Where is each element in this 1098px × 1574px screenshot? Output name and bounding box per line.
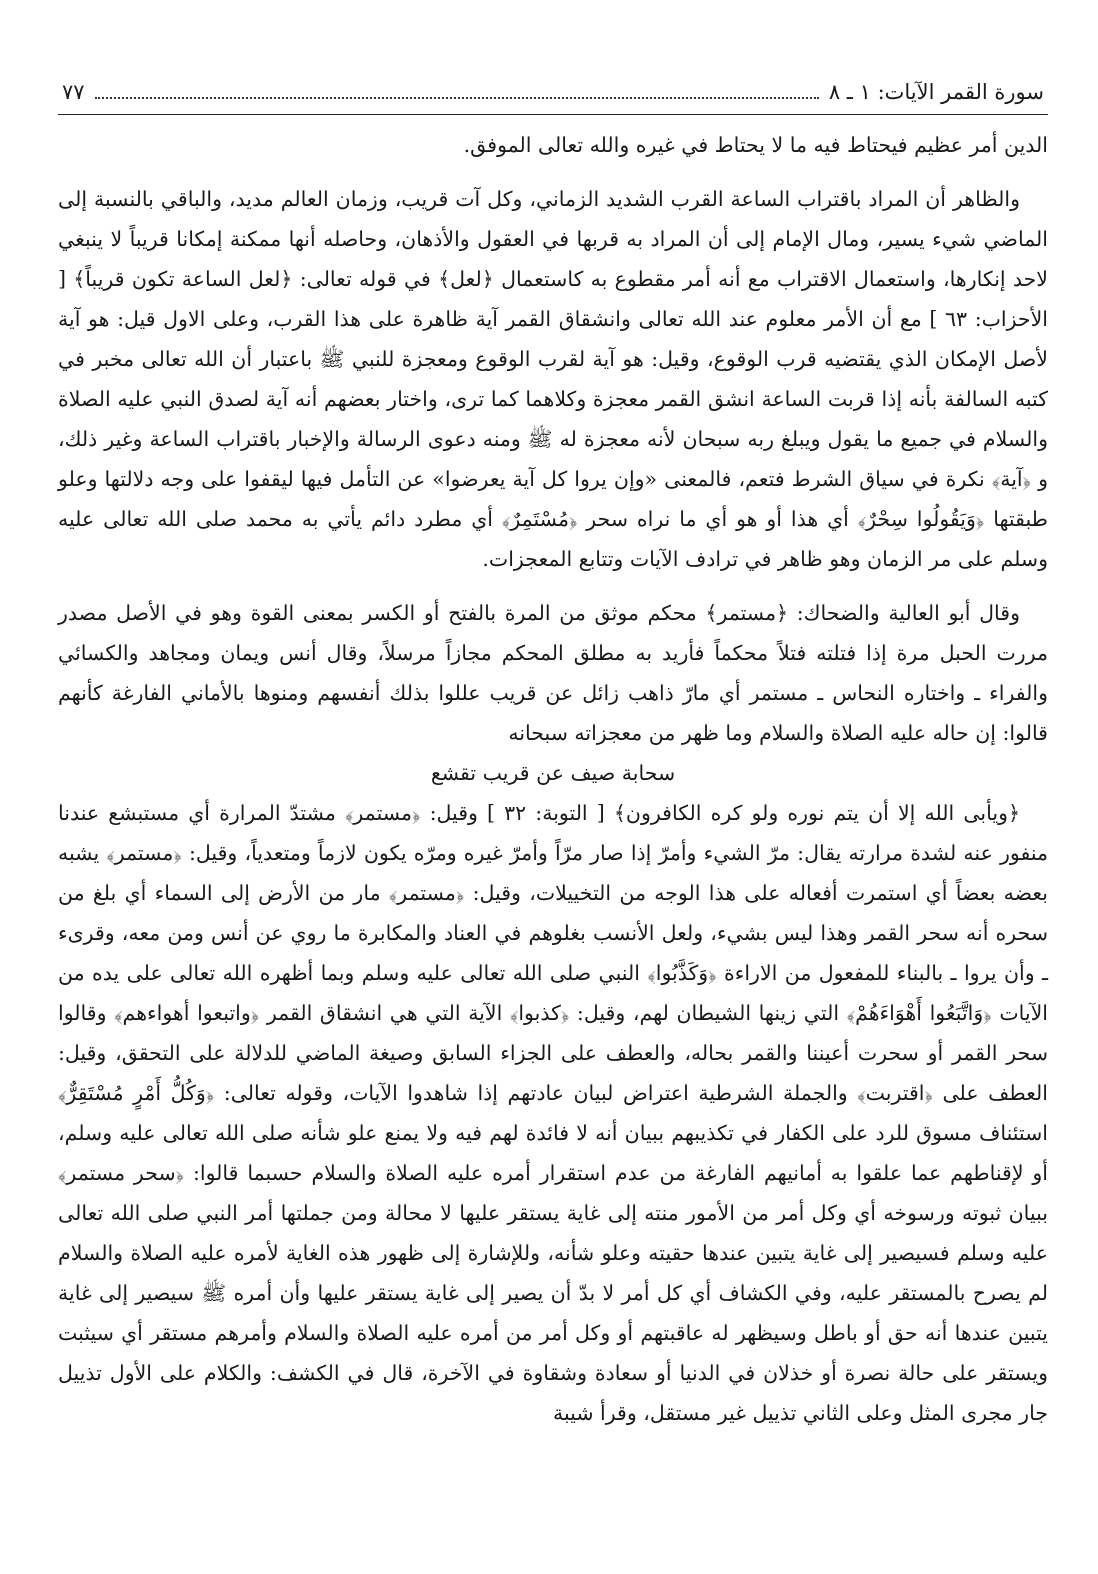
paragraph: والظاهر أن المراد باقتراب الساعة القرب الشديد الزماني، وكل آت قريب، وزمان العالم مديد، والباقي بالنسبة إلى الماضي شيء يسير، ومال الإمام إلى أن المراد به قربها في العقول والأذهان، وحاصله أنها ممكنة إمكانا قريباً لا ينبغي لاحد إنكارها، واستعمال الاقتراب مع أنه أمر مقطوع به كاستعمال ﴿لعل﴾ في قوله تعالى: ﴿لعل الساعة تكون قريباً﴾ [ الأحزاب: ٦٣ ] مع أن الأمر معلوم عند الله تعالى وانشقاق القمر آية ظاهرة على هذا القرب، وعلى الاول قيل: هو آية لأصل الإمكان الذي يقتضيه قرب الوقوع، وقيل: هو آية لقرب الوقوع ومعجزة للنبي ﷺ باعتبار أن الله تعالى مخبر في كتبه السالفة بأنه إذا قربت الساعة انشق القمر معجزة وكلاهما كما ترى، واختار بعضهم أنه آية لصدق النبي عليه الصلاة والسلام في جميع ما يقول ويبلغ ربه سبحان لأنه معجزة له ﷺ ومنه دعوى الرسالة والإخبار باقتراب الساعة وغير ذلك، و ﴿آية﴾ نكرة في سياق الشرط فتعم، فالمعنى «وإن يروا كل آية يعرضوا» عن التأمل فيها ليقفوا على وجه دلالتها وعلو طبقتها ﴿وَيَقُولُوا سِحْرٌ﴾ أي هذا أو هو أي ما نراه سحر ﴿مُسْتَمِرٌ﴾ أي مطرد دائم يأتي به محمد صلى الله تعالى عليه وسلم على مر الزمان وهو ظاهر في ترادف الآيات وتتابع المعجزات. <box>58 187 1048 571</box>
verse-line: سحابة صيف عن قريب تقشع <box>430 761 676 785</box>
paragraph: وقال أبو العالية والضحاك: ﴿مستمر﴾ محكم موثق من المرة بالفتح أو الكسر بمعنى القوة وهو في الأصل مصدر مررت الحبل مرة إذا فتلته فتلاً محكماً فأريد به مطلق المحكم مجازاً مرسلاً، وقال أنس ويمان ومجاهد والكسائي والفراء ـ واختاره النحاس ـ مستمر أي مارّ ذاهب زائل عن قريب عللوا بذلك أنفسهم ومنوها بالأماني الفارغة كأنهم قالوا: إن حاله عليه الصلاة والسلام وما ظهر من معجزاته سبحانه <box>58 601 1048 745</box>
book-page <box>58 70 1048 1433</box>
sura-title: سورة القمر الآيات: ١ ـ ٨ <box>828 80 1044 104</box>
page-number: ٧٧ <box>62 80 85 104</box>
paragraph: ﴿ويأبى الله إلا أن يتم نوره ولو كره الكافرون﴾ [ التوبة: ٣٢ ] وقيل: ﴿مستمر﴾ مشتدّ المرارة أي مستبشع عندنا منفور عنه لشدة مرارته يقال: مرّ الشيء وأمرّ إذا صار مرّاً وأمرّ غيره ومرّه يكون لازماً ومتعدياً، وقيل: ﴿مستمر﴾ يشبه بعضه بعضاً أي استمرت أفعاله على هذا الوجه من التخييلات، وقيل: ﴿مستمر﴾ مار من الأرض إلى السماء أي بلغ من سحره أنه سحر القمر وهذا ليس بشيء، ولعل الأنسب بغلوهم في العناد والمكابرة ما روي عن أنس ومن معه، وقرىء ـ وأن يروا ـ بالبناء للمفعول من الاراءة ﴿وَكَذَّبُوا﴾ النبي صلى الله تعالى عليه وسلم وبما أظهره الله تعالى على يده من الآيات ﴿وَاتَّبَعُوا أَهْوَاءَهُمْ﴾ التي زينها الشيطان لهم، وقيل: ﴿كذبوا﴾ الآية التي هي انشقاق القمر ﴿واتبعوا أهواءهم﴾ وقالوا سحر القمر أو سحرت أعيننا والقمر بحاله، والعطف على الجزاء السابق وصيغة الماضي للدلالة على التحقق، وقيل: العطف على ﴿اقتربت﴾ والجملة الشرطية اعتراض لبيان عادتهم إذا شاهدوا الآيات، وقوله تعالى: ﴿وَكُلُّ أَمْرٍ مُسْتَقِرٌّ﴾ استئناف مسوق للرد على الكفار في تكذيبهم ببيان أنه لا فائدة لهم فيه ولا يمنع علو شأنه صلى الله تعالى عليه وسلم، أو لإقناطهم عما علقوا به أمانيهم الفارغة من عدم استقرار أمره عليه الصلاة والسلام حسبما قالوا: ﴿سحر مستمر﴾ ببيان ثبوته ورسوخه أي وكل أمر من الأمور منته إلى غاية يستقر عليها لا محالة ومن جملتها أمر النبي صلى الله تعالى عليه وسلم فسيصير إلى غاية يتبين عندها حقيته وعلو شأنه، وللإشارة إلى ظهور هذه الغاية لأمره عليه الصلاة والسلام لم يصرح بالمستقر عليه، وفي الكشاف أي كل أمر لا بدّ أن يصير إلى غاية يستقر عليها وأن أمره ﷺ سيصير إلى غاية يتبين عندها أنه حق أو باطل وسيظهر له عاقبتهم أو وكل أمر من أمره عليه الصلاة والسلام وأمرهم مستقر أي سيثبت ويستقر على حالة نصرة أو خذلان في الدنيا أو سعادة وشقاوة في الآخرة، قال في الكشف: والكلام على الأول تذييل جار مجرى المثل وعلى الثاني تذييل غير مستقل، وقرأ شيبة <box>58 801 1048 1425</box>
body-text <box>58 125 1048 1433</box>
paragraph: الدين أمر عظيم فيحتاط فيه ما لا يحتاط في غيره والله تعالى الموفق. <box>463 133 1048 157</box>
running-header <box>58 70 1048 115</box>
dotted-leader <box>95 85 819 99</box>
